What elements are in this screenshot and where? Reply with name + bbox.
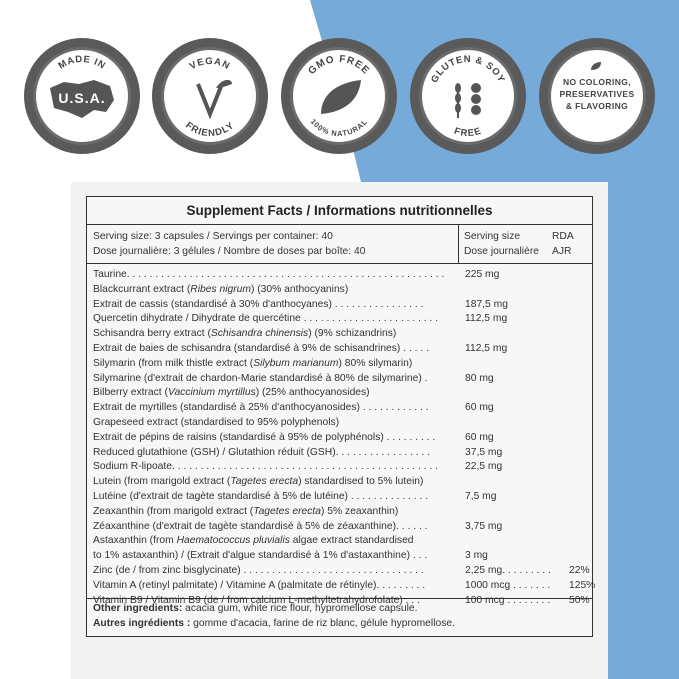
row-rda: 22% <box>569 564 590 576</box>
row-latin-name: Tagetes erecta <box>230 476 299 488</box>
ajr-label: AJR <box>552 246 572 257</box>
row-rda: 50% <box>569 594 590 606</box>
table-row <box>87 475 592 490</box>
table-row <box>87 505 592 520</box>
row-label: Extrait de baies de schisandra (standardisé à 9% de schisandrines) . . . . . <box>93 342 429 354</box>
table-row <box>87 460 592 475</box>
badge-main-text: U.S.A. <box>58 90 106 106</box>
row-quantity: 100 mcg . . . . . . . . <box>465 594 551 606</box>
row-latin-name: Silybum marianum <box>253 357 339 369</box>
badge-gluten-soy-free <box>410 38 526 154</box>
row-label: Sodium R-lipoate. . . . . . . . . . . . . . . . . . . . . . . . . . . . . . . . . . . . . . . . . . . . . . . <box>93 461 439 473</box>
row-quantity: 112,5 mg <box>465 313 508 325</box>
svg-text:100% NATURAL <box>309 117 370 138</box>
svg-text:GLUTEN & SOY <box>429 54 507 85</box>
row-label: Taurine. . . . . . . . . . . . . . . . . . . . . . . . . . . . . . . . . . . . . . . . . . . . . . . . . . . . . . . . <box>93 269 445 280</box>
other-label-fr: Autres ingrédients : <box>93 617 191 629</box>
badge-row <box>0 38 679 158</box>
row-label-suffix: algae extract standardised <box>289 535 414 547</box>
badge-top-text: GLUTEN & SOY <box>429 53 507 85</box>
table-row <box>87 283 592 298</box>
row-latin-name: Ribes nigrum <box>190 283 251 295</box>
table-row <box>87 357 592 372</box>
row-quantity: 80 mg <box>465 372 494 384</box>
svg-text:FREE <box>453 126 483 140</box>
table-row <box>87 386 592 401</box>
table-row <box>87 534 592 549</box>
row-quantity: 3 mg <box>465 550 488 562</box>
table-row <box>87 327 592 342</box>
svg-text:VEGAN <box>188 56 232 72</box>
rda-label: RDA <box>552 231 574 242</box>
other-label-en: Other ingredients: <box>93 603 183 614</box>
row-label: Extrait de cassis (standardisé à 30% d'anthocyanes) . . . . . . . . . . . . . . . . <box>93 298 424 310</box>
table-row <box>87 416 592 431</box>
table-row <box>87 431 592 446</box>
row-quantity: 37,5 mg <box>465 446 503 458</box>
badge-made-in-usa <box>24 38 140 154</box>
row-label-suffix: ) (30% anthocyanins) <box>250 283 349 295</box>
badge-line-3: & FLAVORING <box>565 101 629 111</box>
row-rda: 125% <box>569 579 596 591</box>
row-quantity: 22,5 mg <box>465 461 503 473</box>
table-row <box>87 312 592 327</box>
row-quantity: 3,75 mg <box>465 520 503 532</box>
row-label: Zeaxanthin (from marigold extract ( <box>93 505 254 517</box>
table-row <box>87 298 592 313</box>
svg-text:MADE IN <box>56 54 107 72</box>
table-row <box>87 564 592 579</box>
badge-top-text: GMO FREE <box>306 53 372 77</box>
svg-text:FRIENDLY <box>183 120 237 139</box>
badge-bottom-text: FRIENDLY <box>183 119 237 140</box>
row-label-suffix: ) standardised to 5% lutein) <box>298 476 424 488</box>
column-divider <box>458 225 459 263</box>
row-quantity: 60 mg <box>465 431 494 443</box>
row-latin-name: Haematococcus pluvialis <box>176 535 290 547</box>
row-label: Lutéine (d'extrait de tagète standardisé à 5% de lutéine) . . . . . . . . . . . . . . <box>93 490 429 502</box>
table-row <box>87 372 592 387</box>
leaf-icon <box>321 80 361 114</box>
row-label: Astaxanthin (from <box>93 535 177 547</box>
svg-text:GMO FREE <box>306 54 371 77</box>
row-label: Silymarine (d'extrait de chardon-Marie standardisé à 80% de silymarine) . <box>93 372 428 384</box>
serving-line-en: Serving size: 3 capsules / Servings per container: 40 <box>93 231 333 242</box>
facts-title: Supplement Facts / Informations nutritionnelles <box>87 197 592 225</box>
row-label-suffix: ) (25% anthocyanosides) <box>255 387 370 399</box>
row-label-suffix: ) 80% silymarin) <box>338 357 413 369</box>
row-label: Quercetin dihydrate / Dihydrate de quercétine . . . . . . . . . . . . . . . . . . . . . . . . <box>93 313 439 325</box>
badge-gmo-free <box>281 38 397 154</box>
ingredient-list <box>87 264 596 606</box>
badge-line-1: NO COLORING, <box>562 77 632 87</box>
table-row <box>87 594 592 609</box>
row-quantity: 60 mg <box>465 402 494 414</box>
row-label: Zéaxanthine (d'extrait de tagète standardisé à 5% de zéaxanthine). . . . . . <box>93 520 428 532</box>
row-quantity: 1000 mcg . . . . . . . <box>465 579 551 591</box>
row-label: Extrait de pépins de raisins (standardisé à 95% de polyphénols) . . . . . . . . . <box>93 431 436 443</box>
row-label: Lutein (from marigold extract ( <box>93 476 231 488</box>
v-leaf-icon <box>198 84 222 114</box>
row-quantity: 225 mg <box>465 269 500 280</box>
row-label: Grapeseed extract (standardised to 95% polyphenols) <box>93 416 340 428</box>
badge-vegan-friendly <box>152 38 268 154</box>
table-row <box>87 490 592 505</box>
row-quantity: 112,5 mg <box>465 342 508 354</box>
table-row <box>87 549 592 564</box>
row-quantity: 2,25 mg. . . . . . . . . <box>465 564 551 576</box>
row-label: Reduced glutathione (GSH) / Glutathion réduit (GSH). . . . . . . . . . . . . . . . . <box>93 446 431 458</box>
row-label: Zinc (de / from zinc bisglycinate) . . . . . . . . . . . . . . . . . . . . . . . . . . . . . . . . <box>93 564 424 576</box>
dose-label: Dose journalière <box>464 246 539 257</box>
badge-bottom-text: 100% NATURAL <box>308 117 370 139</box>
row-label-suffix: ) 5% zeaxanthin) <box>320 505 399 517</box>
row-label: Schisandra berry extract ( <box>93 328 211 340</box>
table-row <box>87 268 592 283</box>
leaf-icon <box>591 62 601 70</box>
badge-no-coloring <box>539 38 655 154</box>
other-text-fr: gomme d'acacia, farine de riz blanc, gélule hypromellose. <box>190 617 455 629</box>
table-row <box>87 520 592 535</box>
row-label: to 1% astaxanthin) / (Extrait d'algue standardisé à 1% d'astaxanthine) . . . <box>93 550 428 562</box>
row-label: Vitamin B9 / Vitamin B9 (de / from calcium L-methyltetrahydrofolate) . . . <box>93 594 420 606</box>
serving-section <box>87 225 592 264</box>
table-row <box>87 401 592 416</box>
badge-bottom-text: FREE <box>452 125 484 140</box>
table-row <box>87 446 592 461</box>
row-label: Bilberry extract ( <box>93 387 168 399</box>
row-quantity: 7,5 mg <box>465 490 497 502</box>
serving-size-label: Serving size <box>464 231 521 242</box>
badge-line-2: PRESERVATIVES <box>559 89 635 99</box>
row-latin-name: Tagetes erecta <box>253 505 321 517</box>
row-label-suffix: ) (9% schizandrins) <box>308 328 397 340</box>
badge-top-text: MADE IN <box>56 53 108 72</box>
row-latin-name: Schisandra chinensis <box>210 328 309 340</box>
table-row <box>87 579 596 594</box>
supplement-facts-table <box>86 196 596 637</box>
row-quantity: 187,5 mg <box>465 298 508 310</box>
row-label: Silymarin (from milk thistle extract ( <box>93 357 254 369</box>
serving-line-fr: Dose journalière: 3 gélules / Nombre de doses par boîte: 40 <box>93 246 366 257</box>
row-latin-name: Vaccinium myrtillus <box>167 387 256 399</box>
badge-top-text: VEGAN <box>187 55 233 73</box>
other-text-en: acacia gum, white rice flour, hypromellose capsule. <box>182 603 418 614</box>
row-label: Blackcurrant extract ( <box>93 283 191 295</box>
row-label: Vitamin A (retinyl palmitate) / Vitamine A (palmitate de rétinyle). . . . . . . . . <box>93 579 426 591</box>
row-label: Extrait de myrtilles (standardisé à 25% d'anthocyanosides) . . . . . . . . . . . . <box>93 402 429 414</box>
table-row <box>87 342 592 357</box>
wheat-soy-icon <box>455 83 481 118</box>
